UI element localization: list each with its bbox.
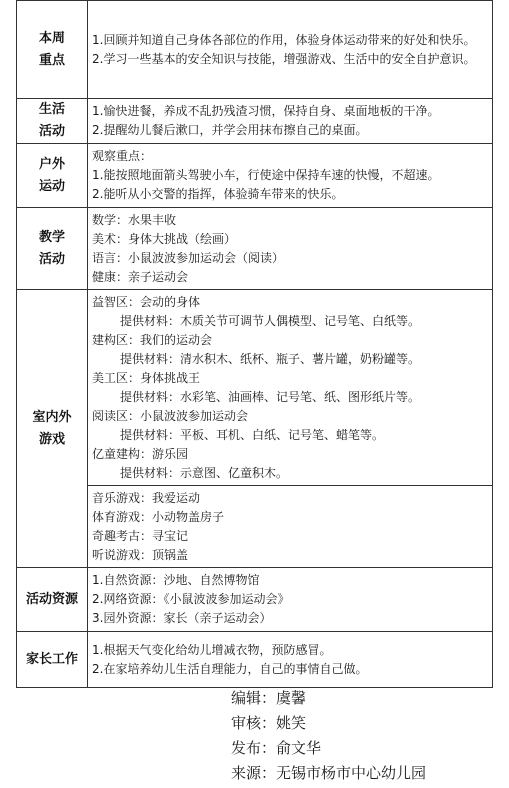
resource-item: 1.自然资源：沙地、自然博物馆 — [92, 573, 260, 587]
area-materials: 提供材料：木质关节可调节人偶模型、记号笔、白纸等。 — [120, 313, 421, 328]
label-line: 活动 — [38, 124, 65, 139]
area-name: 建构区：我们的运动会 — [92, 332, 213, 347]
label-line: 活动资源 — [25, 591, 78, 607]
life-item-1: 1.愉快进餐，养成不乱扔残渣习惯，保持自身、桌面地板的干净。 — [92, 104, 440, 118]
outdoor-item-2: 2.能听从小交警的指挥，体验骑车带来的快乐。 — [92, 187, 344, 201]
credit-reviewer: 审核：姚笑 — [231, 714, 307, 732]
row-label-life-activity — [17, 99, 88, 144]
area-materials: 提供材料：示意图、亿童积木。 — [120, 465, 289, 480]
teaching-item: 语言：小鼠波波参加运动会（阅读） — [92, 250, 285, 265]
parent-item: 2.在家培养幼儿生活自理能力，自己的事情自己做。 — [92, 661, 368, 676]
content-weekly-focus — [88, 1, 493, 99]
label-line: 生活 — [38, 102, 65, 117]
row-games-areas — [17, 290, 493, 486]
label-line: 家长工作 — [25, 651, 78, 667]
row-label-games — [17, 290, 88, 568]
credit-publisher: 发布：俞文华 — [231, 739, 322, 757]
area-materials: 提供材料：水彩笔、油画棒、记号笔、纸、图形纸片等。 — [120, 389, 421, 404]
teaching-item: 健康：亲子运动会 — [92, 269, 189, 284]
outdoor-item-1: 1.能按照地面箭头驾驶小车，行使途中保持车速的快慢，不超速。 — [92, 168, 440, 182]
label-line: 户外 — [38, 156, 65, 172]
row-parent-work — [17, 632, 493, 688]
row-label-parent-work — [17, 632, 88, 688]
game-item: 奇趣考古：寻宝记 — [92, 528, 189, 543]
row-life-activity — [17, 99, 493, 144]
game-item: 音乐游戏：我爱运动 — [92, 490, 201, 505]
row-games-list — [17, 486, 493, 568]
content-parent-work — [88, 632, 493, 688]
content-game-areas — [88, 290, 493, 486]
teaching-item: 数学：水果丰收 — [92, 212, 177, 227]
label-line: 活动 — [38, 251, 65, 267]
credit-source: 来源：无锡市杨市中心幼儿园 — [231, 764, 427, 782]
area-name: 美工区：身体挑战王 — [92, 370, 201, 385]
content-games-list — [88, 486, 493, 568]
game-item: 听说游戏：顶锅盖 — [92, 547, 189, 562]
focus-item-1: 1.回顾并知道自己身体各部位的作用，体验身体运动带来的好处和快乐。 — [92, 32, 476, 47]
resource-item: 3.园外资源：家长（亲子运动会） — [92, 611, 272, 625]
row-label-outdoor-sports — [17, 144, 88, 208]
area-materials: 提供材料：清水积木、纸杯、瓶子、薯片罐，奶粉罐等。 — [120, 351, 421, 366]
content-teaching-activity — [88, 208, 493, 290]
label-line: 运动 — [38, 178, 65, 194]
resource-item: 2.网络资源：《小鼠波波参加运动会》 — [92, 592, 290, 606]
label-line: 本周 — [38, 30, 65, 46]
row-weekly-focus — [17, 1, 493, 99]
row-teaching-activity — [17, 208, 493, 290]
row-label-activity-resources — [17, 568, 88, 632]
row-outdoor-sports — [17, 144, 493, 208]
label-line: 重点 — [38, 52, 65, 68]
game-item: 体育游戏：小动物盖房子 — [92, 509, 225, 524]
row-label-teaching-activity — [17, 208, 88, 290]
credit-editor: 编辑：虞馨 — [231, 689, 307, 707]
area-name: 阅读区：小鼠波波参加运动会 — [92, 408, 249, 423]
area-materials: 提供材料：平板、耳机、白纸、记号笔、蜡笔等。 — [120, 427, 385, 442]
content-outdoor-sports — [88, 144, 493, 208]
focus-item-2: 2.学习一些基本的安全知识与技能，增强游戏、生活中的安全自护意识。 — [92, 51, 476, 66]
observation-heading: 观察重点： — [92, 149, 153, 163]
label-line: 游戏 — [38, 431, 65, 447]
teaching-item: 美术：身体大挑战（绘画） — [92, 231, 237, 246]
row-label-weekly-focus — [17, 1, 88, 99]
row-activity-resources — [17, 568, 493, 632]
weekly-plan-table — [16, 0, 493, 688]
life-item-2: 2.提醒幼儿餐后漱口，并学会用抹布擦自己的桌面。 — [92, 123, 368, 137]
area-name: 亿童建构：游乐园 — [92, 446, 189, 461]
content-life-activity — [88, 99, 493, 144]
label-line: 教学 — [38, 229, 65, 245]
area-name: 益智区：会动的身体 — [92, 294, 201, 309]
parent-item: 1.根据天气变化给幼儿增减衣物，预防感冒。 — [92, 642, 332, 657]
credits-block — [231, 686, 426, 786]
content-activity-resources — [88, 568, 493, 632]
label-line: 室内外 — [32, 409, 72, 425]
